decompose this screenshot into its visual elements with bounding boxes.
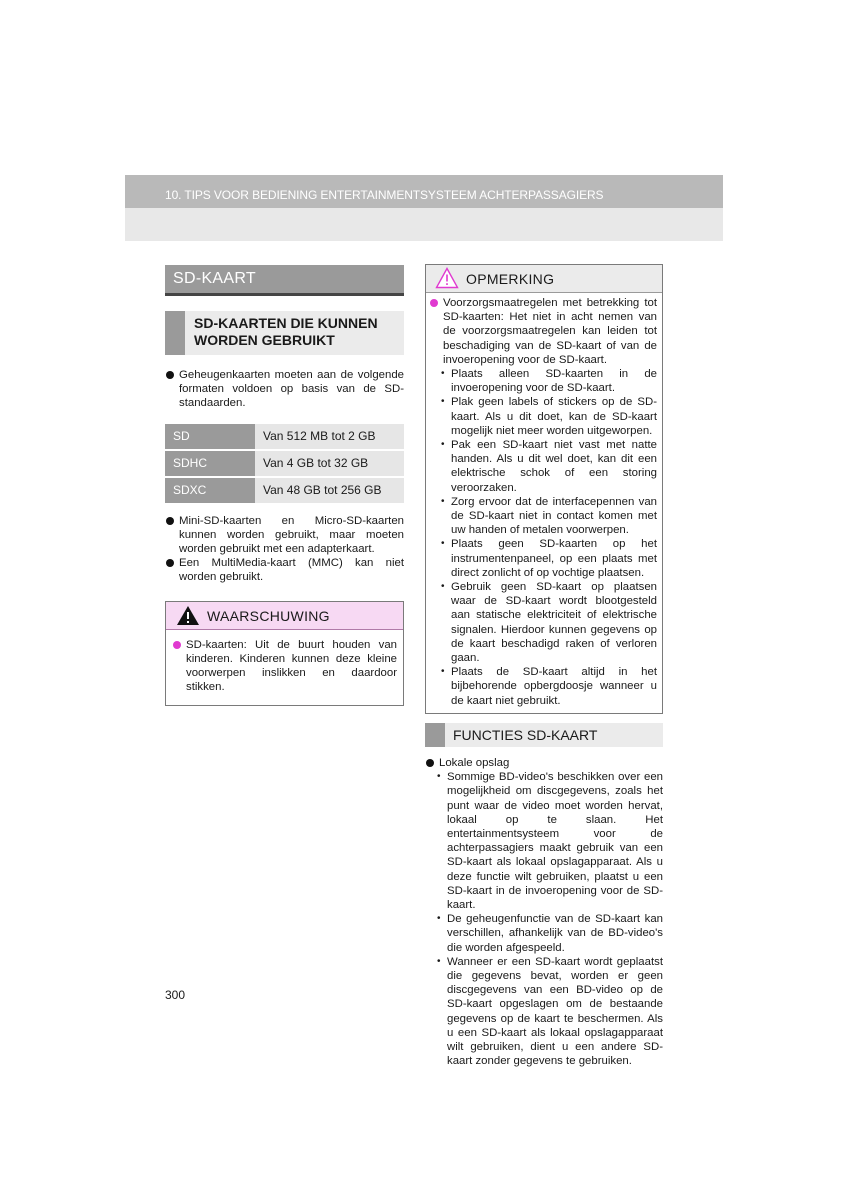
list-item (165, 514, 404, 557)
small-bullet-icon: • (441, 581, 445, 593)
table-cell-capacity: Van 4 GB tot 32 GB (255, 451, 404, 478)
list-item-text: Pak een SD-kaart niet vast met natte handen. Als u dit wel doet, kan dit een elektrische schok of een storing veroorzaken. (451, 439, 657, 494)
list-item (429, 495, 657, 538)
bullet-dot-icon (166, 371, 174, 379)
functions-bullet (425, 756, 663, 770)
warning-item (172, 638, 397, 695)
small-bullet-icon: • (441, 538, 445, 550)
list-item-text: Plak geen labels of stickers op de SD-kaart. Als u dit doet, kan de SD-kaart mogelijk niet meer worden uitgeworpen. (451, 396, 657, 437)
chapter-header (125, 175, 723, 241)
table-cell-capacity: Van 48 GB tot 256 GB (255, 478, 404, 505)
note-box (425, 264, 663, 714)
intro-text: Geheugenkaarten moeten aan de volgende formaten voldoen op basis van de SD-standaarden. (179, 369, 404, 410)
list-item (425, 770, 663, 912)
chapter-header-strip (125, 175, 723, 208)
list-item (429, 665, 657, 708)
chapter-title: 10. TIPS VOOR BEDIENING ENTERTAINMENTSYSTEEM ACHTERPASSAGIERS (165, 188, 604, 202)
note-body (426, 293, 662, 713)
list-item (429, 395, 657, 438)
list-item-text: Plaats geen SD-kaarten op het instrumentenpaneel, op een plaats met direct zonlicht of op vochtige plaatsen. (451, 538, 657, 579)
functions-bullet-text: Lokale opslag (439, 756, 510, 769)
table-cell-format: SDXC (165, 478, 255, 505)
intro-bullet (165, 368, 404, 411)
small-bullet-icon: • (441, 396, 445, 408)
warning-title: WAARSCHUWING (207, 607, 330, 624)
subhead-usable-cards: SD-KAARTEN DIE KUNNEN WORDEN GEBRUIKT (165, 311, 404, 355)
note-title: OPMERKING (466, 271, 555, 287)
list-item (429, 367, 657, 395)
section-title: SD-KAART (165, 265, 404, 296)
bullet-dot-icon (426, 759, 434, 767)
warning-header (166, 602, 403, 630)
note-intro-text: Voorzorgsmaatregelen met betrekking tot SD-kaarten: Het niet in acht nemen van de voorzorgsmaatregelen kan leiden tot beschadiging van de SD-kaart of van de invoeropening voor de SD-kaart. (443, 297, 657, 366)
note-intro (429, 296, 657, 367)
list-item-text: Sommige BD-video's beschikken over een mogelijkheid om discgegevens, zoals het punt waar de video moet worden hervat, lokaal op te slaan. Het entertainmentsysteem voor de achterpassagiers maakt gebruik van een SD-kaart als lokaal opslagapparaat. Als u deze functie wilt gebruiken, plaatst u een SD-kaart in de invoeropening voor de SD-kaart. (447, 771, 663, 911)
small-bullet-icon: • (437, 771, 441, 783)
caution-triangle-icon (435, 267, 459, 294)
page-number: 300 (165, 988, 186, 1002)
list-item-text: Zorg ervoor dat de interfacepennen van de SD-kaart niet in contact komen met uw handen of metalen voorwerpen. (451, 495, 657, 537)
small-bullet-icon: • (441, 666, 445, 678)
small-bullet-icon: • (437, 913, 441, 925)
small-bullet-icon: • (441, 368, 445, 380)
bullet-text: Mini-SD-kaarten en Micro-SD-kaarten kunnen worden gebruikt, maar moeten worden gebruikt met een adapterkaart. (179, 514, 404, 556)
bullet-dot-icon (166, 559, 174, 567)
table-cell-capacity: Van 512 MB tot 2 GB (255, 424, 404, 451)
small-bullet-icon: • (437, 955, 441, 967)
list-item (425, 955, 663, 1069)
warning-body (166, 630, 403, 706)
bullet-text: Een MultiMedia-kaart (MMC) kan niet worden gebruikt. (179, 557, 404, 584)
table-row (165, 451, 404, 478)
bullet-dot-icon (166, 517, 174, 525)
format-table (165, 424, 404, 505)
pink-bullet-icon (173, 641, 181, 649)
list-item (429, 580, 657, 665)
small-bullet-icon: • (441, 439, 445, 451)
table-row (165, 478, 404, 505)
list-item (429, 438, 657, 495)
list-item-text: Gebruik geen SD-kaart op plaatsen waar de SD-kaart wordt blootgesteld aan statische elektriciteit of elektrische signalen. Hierdoor kunnen gegevens op de kaart beschadigd raken of verloren gaan. (451, 581, 657, 665)
list-item (165, 556, 404, 584)
note-header (426, 265, 662, 293)
list-item (429, 537, 657, 580)
left-column (165, 265, 404, 706)
table-row (165, 424, 404, 451)
right-column (425, 264, 663, 1068)
warning-box (165, 601, 404, 707)
small-bullet-icon: • (441, 495, 445, 507)
table-cell-format: SD (165, 424, 255, 451)
list-item-text: Wanneer er een SD-kaart wordt geplaatst die gegevens bevat, worden er geen discgegevens van een BD-video op de SD-kaart opgeslagen om de bestaande gegevens op de kaart te beschermen. Als u een SD-kaart als lokaal opslagapparaat wilt gebruiken, dient u een andere SD-kaart zonder gegevens te gebruiken. (447, 955, 663, 1068)
subhead-functions: FUNCTIES SD-KAART (425, 723, 663, 747)
list-item-text: De geheugenfunctie van de SD-kaart kan verschillen, afhankelijk van de BD-video's die worden afgespeeld. (447, 913, 663, 954)
table-cell-format: SDHC (165, 451, 255, 478)
pink-bullet-icon (430, 299, 438, 307)
list-item-text: Plaats alleen SD-kaarten in de invoeropening voor de SD-kaart. (451, 368, 657, 395)
list-item-text: Plaats de SD-kaart altijd in het bijbehorende opbergdoosje wanneer u de kaart niet gebruikt. (451, 666, 657, 707)
list-item (425, 912, 663, 955)
warning-text: SD-kaarten: Uit de buurt houden van kinderen. Kinderen kunnen deze kleine voorwerpen inslikken en daardoor stikken. (186, 638, 397, 694)
warning-triangle-icon (176, 605, 200, 631)
